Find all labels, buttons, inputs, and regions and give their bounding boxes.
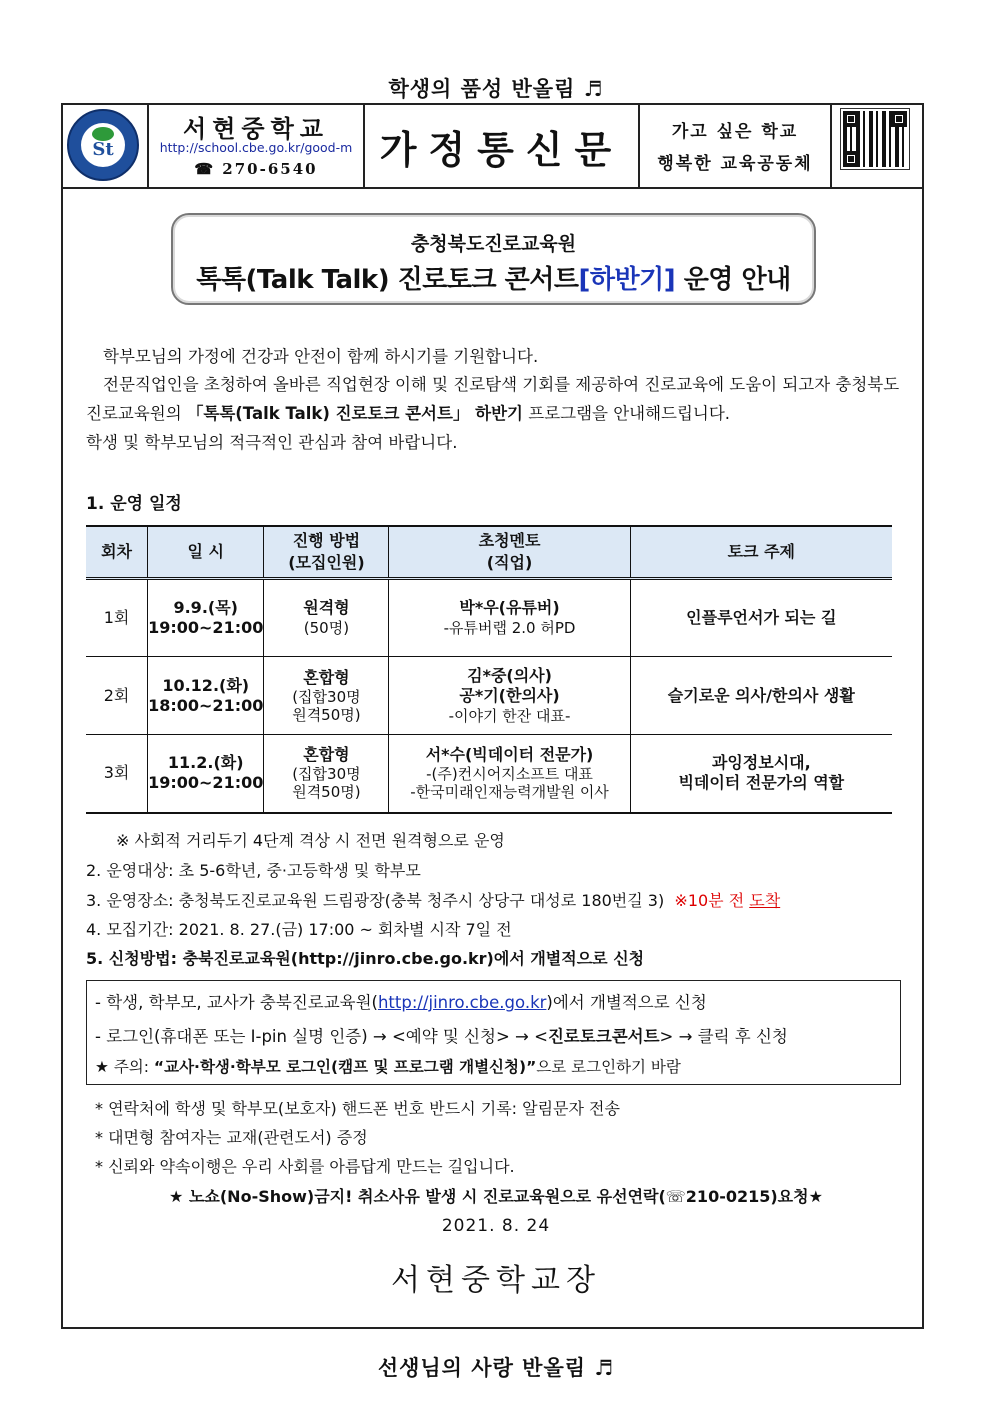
apply-step-2 [95,1023,788,1047]
round-cell: 1회 [86,579,148,657]
title-organization: 충청북도진로교육원 [410,233,577,255]
intro-body-b: 프로그램을 안내해드립니다. [523,404,731,423]
apply-step-2-b: > → 클릭 후 신청 [659,1027,788,1046]
mentor-cell [389,657,630,735]
date-text: 9.9.(목) [173,598,238,617]
topic-cell: 인플루언서가 되는 길 [630,579,892,657]
round-cell: 3회 [86,735,148,813]
title-box [171,213,816,305]
intro-body-a: 전문직업인을 초청하여 올바른 직업현장 이해 및 진로탐색 기회를 제공하여 진로교육에 도움이 되고자 충청북도진로교육원의 [86,375,900,423]
time-text: 19:00~21:00 [148,618,264,637]
method-text: 원격형 [303,598,350,617]
apply-step-2-bold: 진로토크콘서트 [547,1027,660,1046]
school-logo-cell [61,103,149,187]
header-round: 회차 [86,526,148,579]
section-schedule-title: 1. 운영 일정 [86,494,182,514]
logo-text: St [92,139,114,160]
mentor-cell [389,735,630,813]
apply-step-1 [95,989,707,1013]
method-cell [264,735,389,813]
apply-caution-a: ★ 주의: [95,1058,154,1076]
venue-warning-arrive: 도착 [749,891,781,910]
issue-date: 2021. 8. 24 [441,1216,551,1236]
letterhead [61,103,924,189]
jinro-link[interactable]: http://jinro.cbe.go.kr [377,993,547,1012]
table-row [86,735,892,813]
intro-body [86,370,901,457]
title-main-suffix: 운영 안내 [675,265,791,295]
apply-step-1-b: )에서 개별적으로 신청 [546,993,707,1012]
mentor-name: 박*우(유튜버) [459,598,560,617]
mentor-job: -이야기 한잔 대표- [448,706,571,725]
slogan-line1: 가고 싶은 학교 [671,122,799,142]
method-cell [264,657,389,735]
title-main [173,259,814,296]
school-phone: ☎ 270-6540 [194,160,318,178]
datetime-cell [148,657,264,735]
top-banner: 학생의 품성 반올림 ♬ [388,76,604,101]
apply-step-1-a: - 학생, 학부모, 교사가 충북진로교육원( [95,993,378,1012]
venue-line [86,888,780,911]
venue-text: 3. 운영장소: 충청북도진로교육원 드림광장(충북 청주시 상당구 대성로 180번길 3) [86,891,665,910]
capacity-text: (집합30명 원격50명) [292,765,361,802]
header-mentor: 초청멘토 (직업) [389,526,630,579]
method-text: 혼합형 [303,745,350,765]
apply-step-2-a: - 로그인(휴대폰 또는 I-pin 실명 인증) → <예약 및 신청> → < [95,1027,548,1046]
intro-greeting: 학부모님의 가정에 건강과 안전이 함께 하시기를 기원합니다. [103,347,539,366]
school-url[interactable]: http://school.cbe.go.kr/good-m [159,140,353,155]
mentor-name: 공*기(한의사) [459,685,560,705]
mentor-name: 김*중(의사) [467,665,552,685]
table-header-row [86,526,892,579]
date-text: 10.12.(화) [162,675,250,695]
header-topic: 토크 주제 [630,526,892,579]
intro-closing: 학생 및 학부모님의 적극적인 관심과 참여 바랍니다. [86,433,458,452]
method-cell [264,579,389,657]
datetime-cell [148,579,264,657]
mentor-job: -한국미래인재능력개발원 이사 [410,783,609,802]
slogan-cell [640,103,832,187]
apply-method-line: 5. 신청방법: 충북진로교육원(http://jinro.cbe.go.kr)에서 개별적으로 신청 [86,949,645,968]
mentor-job: -유튜버랩 2.0 허PD [443,619,576,637]
mentor-cell [389,579,630,657]
newsletter-title-cell [365,103,640,187]
topic-cell: 슬기로운 의사/한의사 생활 [630,657,892,735]
apply-instructions-box [86,980,901,1085]
header-method: 진행 방법 (모집인원) [264,526,389,579]
mentor-job: -(주)컨시어지소프트 대표 [426,765,593,784]
round-cell: 2회 [86,657,148,735]
mentor-name: 서*수(빅데이터 전문가) [425,745,594,765]
date-text: 11.2.(화) [167,753,244,773]
capacity-text: (집합30명 원격50명) [292,687,361,724]
topic-cell: 과잉정보시대, 빅데이터 전문가의 역할 [630,735,892,813]
school-logo-icon [67,109,139,181]
school-name: 서현중학교 [183,115,329,143]
table-row [86,579,892,657]
qr-code-icon[interactable] [840,108,910,170]
title-main-accent: [하반기] [578,265,676,295]
capacity-text: (50명) [303,619,350,637]
title-main-prefix: 톡톡(Talk Talk) 진로토크 콘서트 [196,265,579,295]
extra-note: * 대면형 참여자는 교재(관련도서) 증정 [95,1128,368,1147]
period-line: 4. 모집기간: 2021. 8. 27.(금) 17:00 ~ 회차별 시작 7일 전 [86,920,512,939]
time-text: 19:00~21:00 [148,773,264,793]
schedule-table [86,525,892,814]
time-text: 18:00~21:00 [148,695,264,715]
apply-caution-bold: “교사·학생·학부모 로그인(캠프 및 프로그램 개별신청)” [153,1058,537,1076]
newsletter-title: 가정통신문 [379,128,624,172]
bottom-banner: 선생님의 사랑 반올림 ♬ [377,1355,615,1380]
school-info-cell [149,103,365,187]
table-row [86,657,892,735]
qr-cell [832,103,920,187]
slogan-line2: 행복한 교육공동체 [657,154,813,174]
distancing-note: ※ 사회적 거리두기 4단계 격상 시 전면 원격형으로 운영 [116,831,505,850]
target-line: 2. 운영대상: 초 5-6학년, 중·고등학생 및 학부모 [86,861,421,880]
datetime-cell [148,735,264,813]
intro-body-bold: 「톡톡(Talk Talk) 진로토크 콘서트」 하반기 [186,404,524,423]
apply-caution [95,1055,681,1077]
header-datetime: 일 시 [148,526,264,579]
method-text: 혼합형 [303,667,350,687]
apply-caution-b: 으로 로그인하기 바람 [536,1058,681,1076]
extra-note: * 연락처에 학생 및 학부모(보호자) 핸드폰 번호 반드시 기록: 알림문자 전송 [95,1099,620,1118]
noshow-warning: ★ 노쇼(No-Show)금지! 취소사유 발생 시 진로교육원으로 유선연락(☏210-0215)요청★ [169,1187,823,1206]
extra-note: * 신뢰와 약속이행은 우리 사회를 아름답게 만드는 길입니다. [95,1157,515,1176]
venue-warning: ※10분 전 [674,891,750,910]
principal-signature: 서현중학교장 [391,1263,601,1298]
